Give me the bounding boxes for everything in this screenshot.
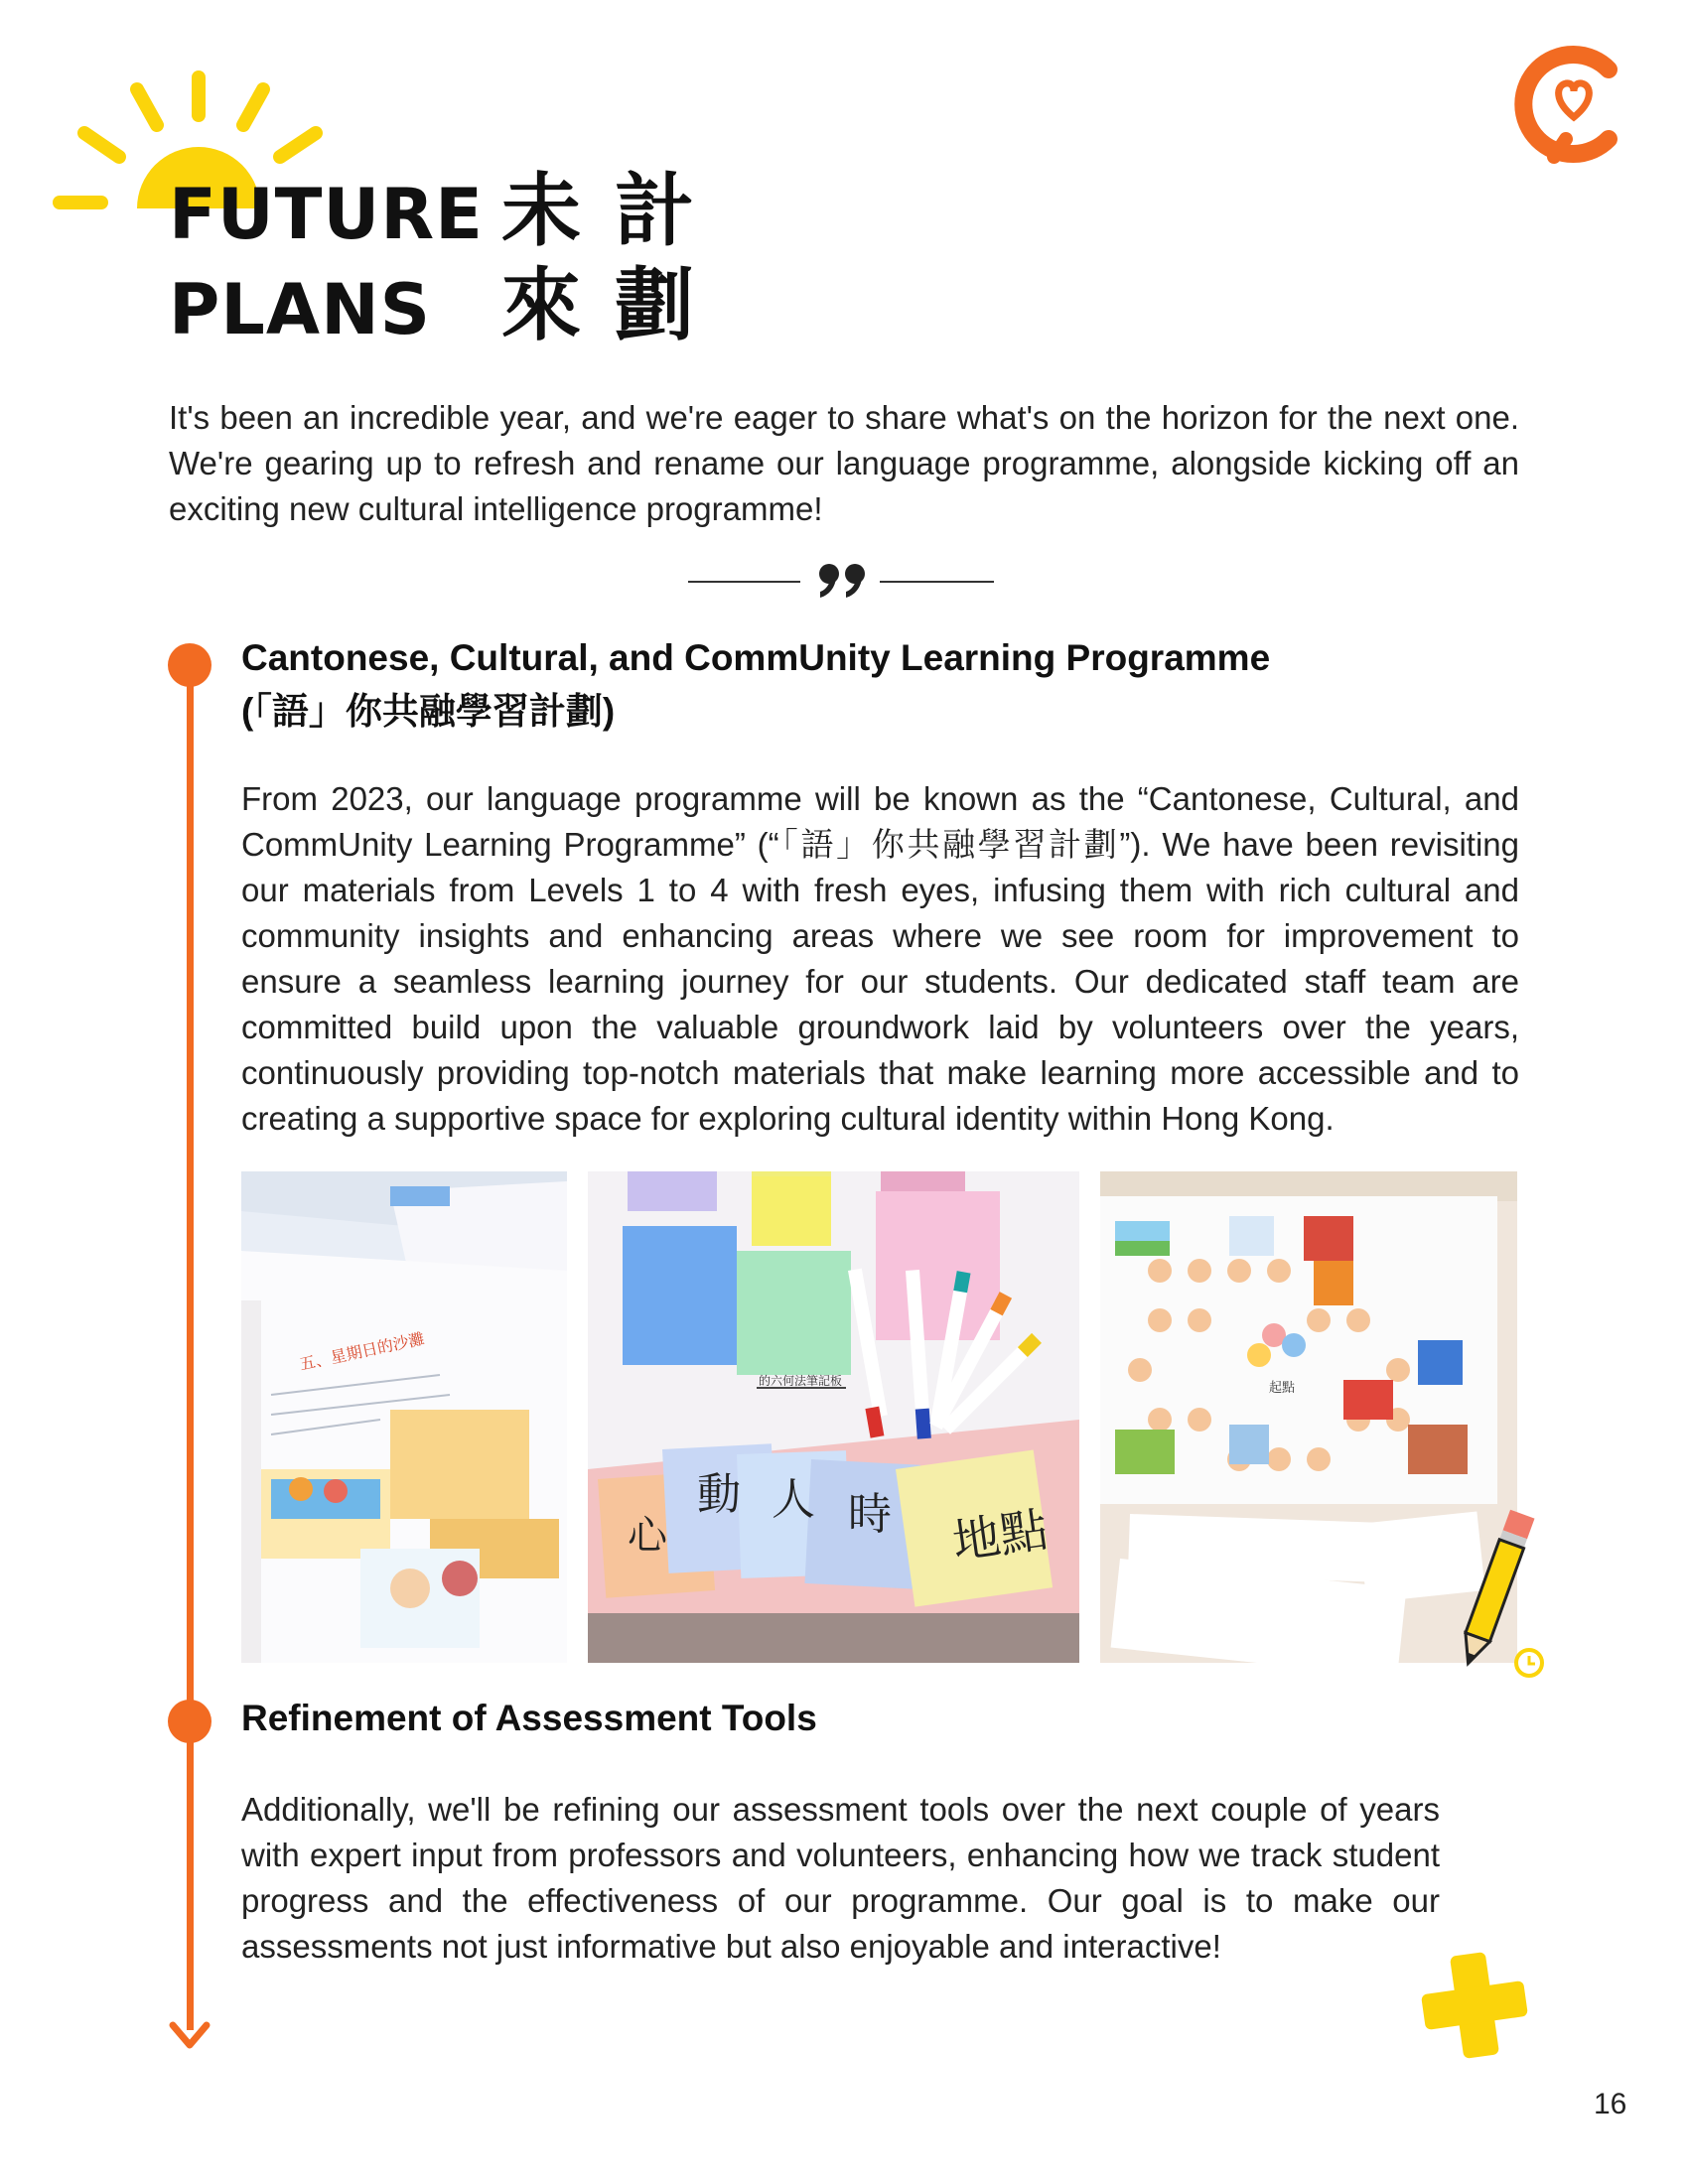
timeline-dot bbox=[168, 1700, 211, 1743]
card-text: 地點 bbox=[948, 1502, 1052, 1570]
card-text: 動 bbox=[697, 1469, 741, 1520]
title-zh-line-1: 未計 bbox=[501, 165, 728, 257]
title-line-1: FUTURE bbox=[169, 174, 484, 255]
section-title-language-programme bbox=[241, 631, 1492, 739]
section-title-assessment-tools: Refinement of Assessment Tools bbox=[241, 1698, 817, 1738]
section-body-assessment-tools: Additionally, we'll be refining our assessment tools over the next couple of years with expert input from professors and volunteers, enhancing how we track student progress and the effectiveness of our programme. Our goal is to make our assessments not just informative but also enjoyable and interactive! bbox=[241, 1791, 1440, 1965]
board-label: 的六何法筆記板 bbox=[759, 1374, 843, 1388]
timeline-line bbox=[187, 665, 194, 2030]
textbook-heading: 五、星期日的沙灘 bbox=[297, 1328, 427, 1374]
card-text: 心 bbox=[628, 1513, 667, 1559]
divider-line-right bbox=[880, 581, 994, 583]
section-title-line-1: Cantonese, Cultural, and CommUnity Learning Programme bbox=[241, 637, 1271, 678]
page-title-english bbox=[169, 167, 484, 357]
timeline-dot bbox=[168, 643, 211, 687]
pencil-icon bbox=[1445, 1499, 1544, 1678]
organization-logo bbox=[1514, 40, 1633, 169]
intro-paragraph: It's been an incredible year, and we're eager to share what's on the horizon for the next one. We're gearing up to refresh and rename our language programme, alongside kicking off an exciting new cultural intelligence programme! bbox=[169, 399, 1519, 527]
board-start-label: 起點 bbox=[1269, 1381, 1296, 1396]
card-text: 時 bbox=[848, 1489, 892, 1540]
page-title-chinese bbox=[501, 164, 728, 352]
quote-mark-icon bbox=[812, 554, 872, 604]
title-zh-line-2: 來劃 bbox=[501, 259, 728, 351]
textbook-photo bbox=[241, 1171, 567, 1663]
section-body-language-programme: From 2023, our language programme will be known as the “Cantonese, Cultural, and CommUnity Learning Programme” (“「語」你共融學習計劃”). We have been revisiting our materials from Levels 1 to 4 with fresh eyes, infusing them with rich cultural and community insights and enhancing areas where we see room for improvement to ensure a seamless learning journey for our students. Our dedicated staff team are committed build upon the valuable groundwork laid by volunteers over the years, continuously providing top-notch materials that make learning more accessible and to creating a supportive space for exploring cultural identity within Hong Kong. bbox=[241, 780, 1519, 1137]
plus-decoration-icon bbox=[1415, 1946, 1534, 2065]
flashcards-photo bbox=[588, 1171, 1079, 1663]
card-text: 人 bbox=[772, 1474, 815, 1525]
arrow-down-icon bbox=[167, 2015, 212, 2055]
page-number: 16 bbox=[1594, 2088, 1627, 2120]
section-title-line-2: (「語」你共融學習計劃) bbox=[241, 691, 616, 732]
divider-line-left bbox=[688, 581, 800, 583]
title-line-2: PLANS bbox=[169, 269, 432, 350]
